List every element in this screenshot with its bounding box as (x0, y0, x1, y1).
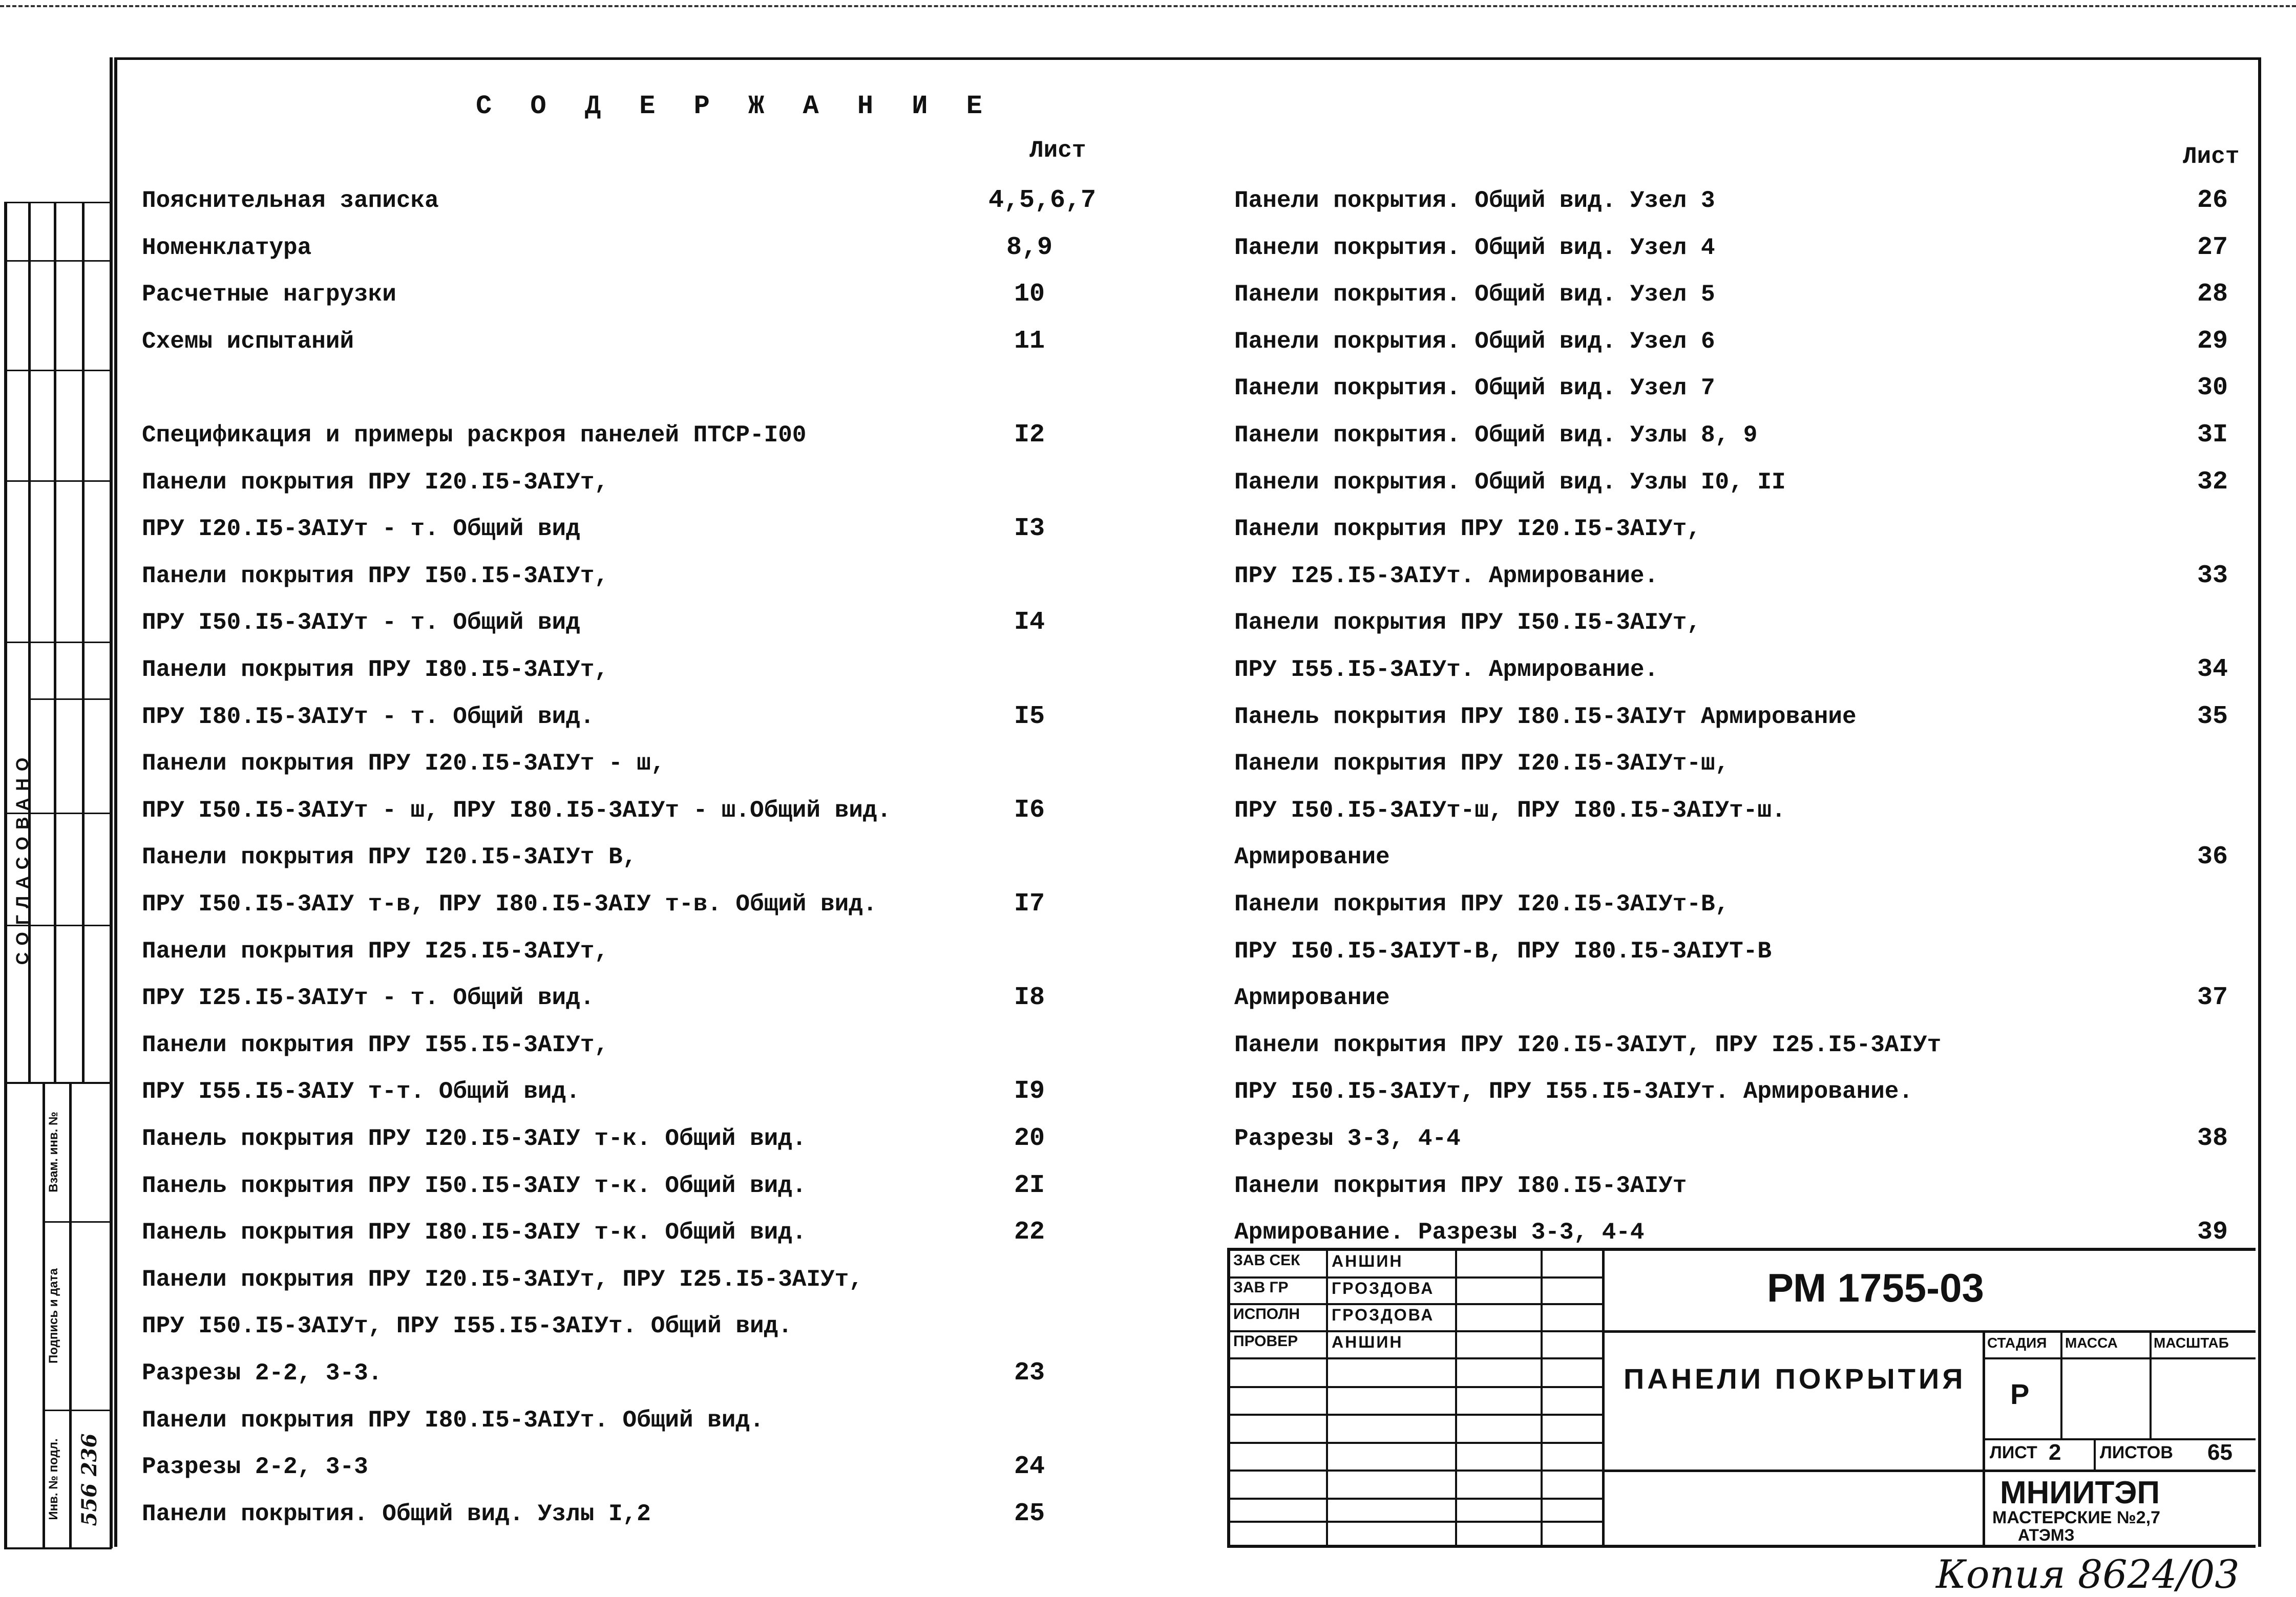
document-name: ПАНЕЛИ ПОКРЫТИЯ (1624, 1362, 1966, 1395)
contents-entry-sheet: I9 (1014, 1077, 1045, 1106)
contents-entry-sheet: 10 (1014, 280, 1045, 309)
contents-entry-sheet: I2 (1014, 420, 1045, 450)
contents-entry-sheet: 11 (1014, 326, 1045, 356)
contents-entry-text: ПРУ I25.I5-3AIУт - т. Общий вид. (142, 985, 595, 1012)
contents-entry-text: ПРУ I50.I5-3AIУт, ПРУ I55.I5-3AIУт. Армирование. (1234, 1078, 1913, 1105)
contents-entry-text: Панели покрытия ПРУ I20.I5-3AIУт - ш, (142, 750, 665, 777)
organization: МНИИТЭП (2000, 1475, 2160, 1510)
contents-entry-text: Панели покрытия ПРУ I20.I5-3AIУт, (142, 469, 608, 496)
contents-entry-text: Панели покрытия ПРУ I20.I5-3AIУТ, ПРУ I25.I5-3AIУт (1234, 1031, 1942, 1058)
contents-entry-text: Разрезы 3-3, 4-4 (1234, 1125, 1461, 1152)
contents-entry-sheet: 20 (1014, 1124, 1045, 1153)
contents-entry-text: Панели покрытия ПРУ I20.I5-3AIУт, ПРУ I25.I5-3AIУт, (142, 1266, 863, 1293)
contents-entry-text: Панель покрытия ПРУ I80.I5-3AIУт Армирование (1234, 703, 1857, 730)
contents-entry-sheet: I8 (1014, 983, 1045, 1013)
contents-entry-text: ПРУ I50.I5-3AIУт - ш, ПРУ I80.I5-3AIУт - ш.Общий вид. (142, 797, 892, 824)
contents-entry-text: Панели покрытия ПРУ I20.I5-3AIУт В, (142, 844, 637, 871)
contents-entry-text: ПРУ I55.I5-3AIУ т-т. Общий вид. (142, 1078, 580, 1105)
contents-entry-text: Панели покрытия. Общий вид. Узел 5 (1234, 281, 1715, 308)
contents-entry-text: Панели покрытия. Общий вид. Узел 4 (1234, 234, 1715, 261)
scale-label: МАСШТАБ (2154, 1335, 2229, 1351)
contents-entry-text: Панели покрытия ПРУ I80.I5-3AIУт, (142, 656, 608, 683)
signer-name: ГРОЗДОВА (1332, 1306, 1435, 1324)
title-block-row-line (1227, 1470, 1603, 1472)
contents-entry-text: Армирование. Разрезы 3-3, 4-4 (1234, 1219, 1645, 1246)
contents-entry-text: Панели покрытия ПРУ I20.I5-3AIУт-В, (1234, 891, 1730, 918)
page-title: С О Д Е Р Ж А Н И Е (476, 91, 994, 121)
sign-date-label: Подпись и дата (47, 1268, 60, 1364)
signer-name: ГРОЗДОВА (1332, 1279, 1435, 1297)
inv-number: 556 236 (77, 1433, 101, 1526)
signer-name: АНШИН (1332, 1252, 1403, 1270)
contents-entry-text: ПРУ I50.I5-3AIУт-ш, ПРУ I80.I5-3AIУт-ш. (1234, 797, 1786, 824)
contents-entry-sheet: 25 (1014, 1499, 1045, 1528)
contents-entry-text: Разрезы 2-2, 3-3. (142, 1360, 383, 1387)
contents-entry-sheet: 33 (2197, 561, 2228, 590)
left-sheet-header: Лист (1029, 137, 1086, 164)
contents-entry-text: Панели покрытия ПРУ I20.I5-3AIУт-ш, (1234, 750, 1730, 777)
contents-entry-text: Панели покрытия ПРУ I80.I5-3AIУт. Общий вид. (142, 1407, 764, 1434)
contents-entry-sheet: I6 (1014, 795, 1045, 825)
stage-value: Р (2010, 1378, 2030, 1410)
contents-entry-text: ПРУ I50.I5-3AIУт - т. Общий вид (142, 609, 580, 636)
contents-entry-sheet: I3 (1014, 514, 1045, 544)
contents-entry-text: Расчетные нагрузки (142, 281, 396, 308)
replace-inv-label: Взам. инв. № (47, 1112, 60, 1193)
organization-sub: АТЭМЗ (2018, 1526, 2075, 1544)
sheet-label: ЛИСТ (1990, 1443, 2037, 1462)
signer-role: ПРОВЕР (1233, 1332, 1298, 1350)
signer-name: АНШИН (1332, 1332, 1403, 1351)
contents-entry-text: Панели покрытия ПРУ I80.I5-3AIУт (1234, 1172, 1687, 1199)
sheets-label: ЛИСТОВ (2100, 1443, 2173, 1462)
document-code: РМ 1755-03 (1767, 1265, 1984, 1310)
contents-entry-text: Панели покрытия ПРУ I25.I5-3AIУт, (142, 938, 608, 965)
contents-entry-sheet: 8,9 (1006, 232, 1052, 262)
contents-entry-text: ПРУ I80.I5-3AIУт - т. Общий вид. (142, 703, 595, 730)
contents-entry-text: Панель покрытия ПРУ I20.I5-3AIУ т-к. Общий вид. (142, 1125, 807, 1152)
contents-entry-sheet: 34 (2197, 655, 2228, 684)
signer-role: ИСПОЛН (1233, 1306, 1300, 1323)
contents-entry-sheet: 32 (2197, 467, 2228, 497)
title-block-row-line (1227, 1303, 1603, 1305)
title-block-row-line (1227, 1442, 1603, 1444)
stage-label: СТАДИЯ (1987, 1335, 2047, 1351)
contents-entry-text: Разрезы 2-2, 3-3 (142, 1454, 368, 1481)
contents-entry-sheet: I7 (1014, 889, 1045, 919)
contents-entry-text: Панели покрытия ПРУ I20.I5-3AIУт, (1234, 516, 1701, 543)
contents-entry-text: ПРУ I55.I5-3AIУт. Армирование. (1234, 656, 1659, 683)
copy-note: Копия 8624/03 (1936, 1551, 2240, 1597)
contents-entry-text: Номенклатура (142, 234, 312, 261)
contents-entry-text: Панели покрытия. Общий вид. Узел 3 (1234, 187, 1715, 214)
title-block-row-line (1227, 1521, 1603, 1523)
sheets-total: 65 (2207, 1440, 2232, 1465)
sheet-number: 2 (2049, 1440, 2061, 1465)
contents-entry-sheet: I4 (1014, 608, 1045, 637)
contents-entry-sheet: 2I (1014, 1170, 1045, 1200)
contents-entry-sheet: 27 (2197, 232, 2228, 262)
agreed-label: СОГЛАСОВАНО (13, 750, 32, 965)
contents-entry-text: Панели покрытия. Общий вид. Узел 6 (1234, 328, 1715, 355)
signer-role: ЗАВ СЕК (1233, 1252, 1300, 1269)
contents-entry-text: ПРУ I50.I5-3AIУТ-В, ПРУ I80.I5-3AIУТ-В (1234, 938, 1772, 965)
contents-entry-text: Панели покрытия ПРУ I50.I5-3AIУт, (142, 562, 608, 589)
contents-entry-text: ПРУ I50.I5-3AIУт, ПРУ I55.I5-3AIУт. Общий вид. (142, 1313, 792, 1340)
contents-entry-sheet: 35 (2197, 701, 2228, 731)
contents-entry-text: Панели покрытия. Общий вид. Узел 7 (1234, 375, 1715, 402)
right-sheet-header: Лист (2183, 143, 2240, 170)
top-edge-line (0, 5, 2296, 7)
contents-entry-text: Спецификация и примеры раскроя панелей ПТСР-I00 (142, 422, 807, 449)
contents-entry-text: Армирование (1234, 985, 1390, 1012)
contents-entry-text: Панель покрытия ПРУ I80.I5-3AIУ т-к. Общий вид. (142, 1219, 807, 1246)
contents-entry-text: Пояснительная записка (142, 187, 439, 214)
contents-entry-sheet: 28 (2197, 280, 2228, 309)
contents-entry-text: Панели покрытия. Общий вид. Узлы 8, 9 (1234, 422, 1758, 449)
contents-entry-sheet: 22 (1014, 1218, 1045, 1247)
contents-entry-text: ПРУ I25.I5-3AIУт. Армирование. (1234, 562, 1659, 589)
contents-entry-text: Панели покрытия. Общий вид. Узлы I,2 (142, 1500, 651, 1527)
contents-entry-text: Панели покрытия. Общий вид. Узлы I0, II (1234, 469, 1786, 496)
contents-entry-sheet: 26 (2197, 186, 2228, 215)
contents-entry-sheet: 38 (2197, 1124, 2228, 1153)
contents-entry-sheet: 4,5,6,7 (988, 186, 1097, 215)
contents-entry-sheet: 29 (2197, 326, 2228, 356)
mass-label: МАССА (2065, 1335, 2118, 1351)
contents-entry-sheet: I5 (1014, 701, 1045, 731)
contents-entry-text: Панели покрытия ПРУ I55.I5-3AIУт, (142, 1031, 608, 1058)
title-block-row-line (1227, 1357, 1603, 1359)
contents-entry-sheet: 3I (2197, 420, 2228, 450)
contents-entry-sheet: 37 (2197, 983, 2228, 1013)
title-block-row-line (1227, 1386, 1603, 1388)
contents-entry-sheet: 39 (2197, 1218, 2228, 1247)
contents-entry-text: Схемы испытаний (142, 328, 354, 355)
contents-entry-sheet: 36 (2197, 842, 2228, 872)
title-block-row-line (1227, 1414, 1603, 1416)
title-block-row-line (1227, 1276, 1603, 1279)
contents-entry-sheet: 30 (2197, 373, 2228, 403)
contents-entry-text: ПРУ I50.I5-3AIУ т-в, ПРУ I80.I5-3AIУ т-в. Общий вид. (142, 891, 877, 918)
organization-workshop: МАСТЕРСКИЕ №2,7 (1992, 1508, 2161, 1527)
contents-entry-sheet: 23 (1014, 1358, 1045, 1388)
title-block-row-line (1227, 1498, 1603, 1500)
contents-entry-text: Панели покрытия ПРУ I50.I5-3AIУт, (1234, 609, 1701, 636)
contents-entry-text: ПРУ I20.I5-3AIУт - т. Общий вид (142, 516, 580, 543)
inv-orig-label: Инв. № подл. (47, 1438, 60, 1520)
contents-entry-sheet: 24 (1014, 1452, 1045, 1482)
signer-role: ЗАВ ГР (1233, 1279, 1289, 1296)
contents-entry-text: Панель покрытия ПРУ I50.I5-3AIУ т-к. Общий вид. (142, 1172, 807, 1199)
contents-entry-text: Армирование (1234, 844, 1390, 871)
title-block-row-line (1227, 1330, 1603, 1332)
